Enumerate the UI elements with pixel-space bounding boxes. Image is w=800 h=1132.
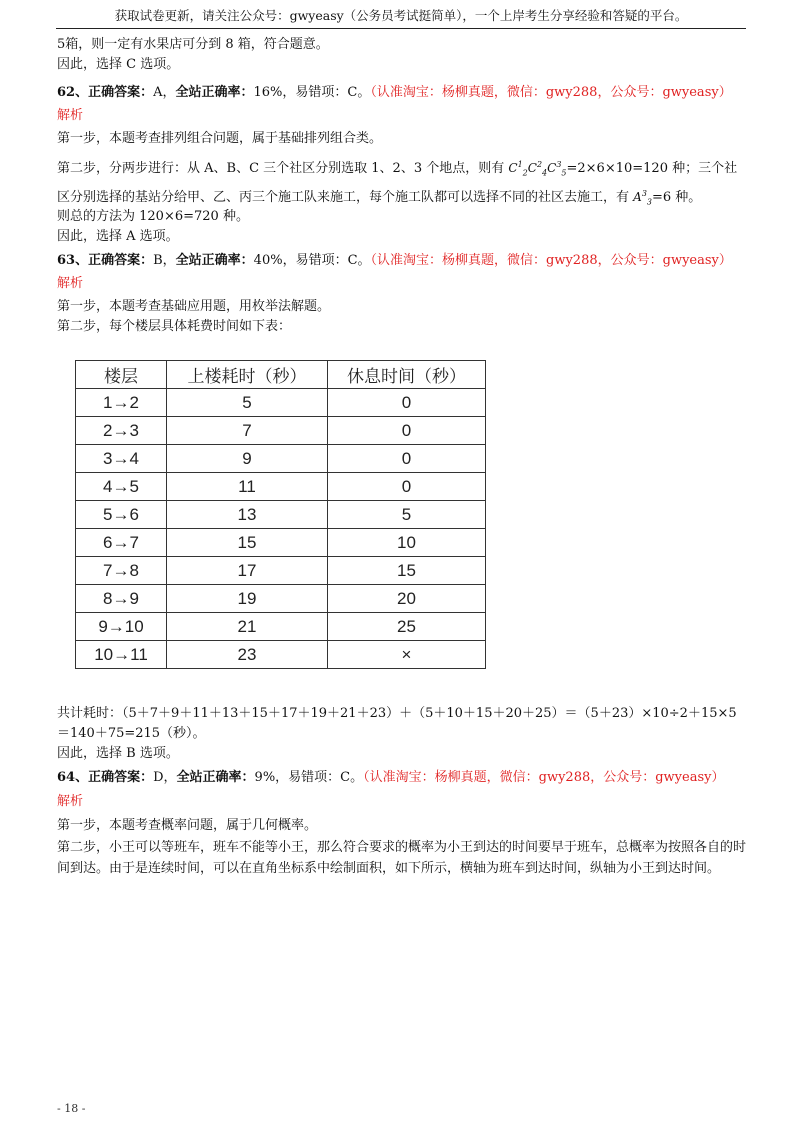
q63-rate-label: 全站正确率：: [175, 253, 254, 268]
table-cell: 5→6: [76, 501, 167, 529]
table-cell: 1→2: [76, 389, 167, 417]
combination-formula: $C^1_2C^2_4C^3_5$: [508, 160, 567, 178]
table-cell: 15: [167, 529, 328, 557]
q62-step2-a: 第二步，分两步进行：从 A、B、C 三个社区分别选取 1、2、3 个地点，则有: [57, 161, 505, 176]
q64-head: 64、正确答案：: [57, 770, 154, 785]
table-cell: 15: [328, 557, 486, 585]
q63-answer-line: [57, 252, 732, 270]
table-header: 上楼耗时（秒）: [167, 361, 328, 389]
table-cell: 9→10: [76, 613, 167, 641]
table-cell: 0: [328, 389, 486, 417]
q63-jiexi: 解析: [57, 276, 84, 291]
table-row: [76, 641, 486, 669]
table-row: [76, 473, 486, 501]
table-cell: 0: [328, 445, 486, 473]
table-cell: 7→8: [76, 557, 167, 585]
q63-head: 63、正确答案：: [57, 253, 154, 268]
table-row: [76, 557, 486, 585]
q63-total2: ＝140＋75=215（秒）。: [57, 726, 206, 741]
q63-total1: 共计耗时：（5＋7＋9＋11＋13＋15＋17＋19＋21＋23）＋（5＋10＋15＋20＋25）＝（5＋23）×10÷2＋15×5: [57, 706, 737, 721]
q62-step2: [57, 154, 747, 213]
q64-step1: 第一步，本题考查概率问题，属于几何概率。: [57, 818, 318, 833]
q64-rate: 9%，易错项：C。: [254, 770, 364, 785]
q64-answer-line: [57, 769, 725, 787]
floor-time-table: [75, 360, 486, 669]
table-header-row: [76, 361, 486, 389]
table-header: 休息时间（秒）: [328, 361, 486, 389]
table-header: 楼层: [76, 361, 167, 389]
page-number: - 18 -: [57, 1102, 86, 1115]
table-cell: 5: [328, 501, 486, 529]
table-cell: 2→3: [76, 417, 167, 445]
table-cell: 17: [167, 557, 328, 585]
table-row: [76, 389, 486, 417]
q62-step2-b: =2×6×10=120 种；三个社区分别选择的基站分给甲、乙、丙三个施工队来施工，每个施工队都可以选择不同的社区去施工，有: [57, 161, 738, 206]
q64-rate-label: 全站正确率：: [176, 770, 255, 785]
table-cell: ×: [328, 641, 486, 669]
table-row: [76, 417, 486, 445]
table-cell: 25: [328, 613, 486, 641]
q62-rate-label: 全站正确率：: [175, 85, 254, 100]
q63-step1: 第一步，本题考查基础应用题，用枚举法解题。: [57, 299, 331, 314]
text-line: 5箱，则一定有水果店可分到 8 箱，符合题意。: [57, 37, 329, 52]
table-cell: 0: [328, 473, 486, 501]
table-row: [76, 613, 486, 641]
q62-rate: 16%，易错项：C。: [253, 85, 371, 100]
table-cell: 0: [328, 417, 486, 445]
q63-promo: （认准淘宝：杨柳真题，微信：gwy288，公众号：gwyeasy）: [370, 253, 732, 268]
q62-head: 62、正确答案：: [57, 85, 154, 100]
table-row: [76, 445, 486, 473]
q63-conclusion: 因此，选择 B 选项。: [57, 746, 179, 761]
table-cell: 10→11: [76, 641, 167, 669]
q62-conclusion: 因此，选择 A 选项。: [57, 229, 179, 244]
table-row: [76, 585, 486, 613]
table-cell: 21: [167, 613, 328, 641]
q62-step2-d: 则总的方法为 120×6=720 种。: [57, 209, 249, 224]
table-cell: 9: [167, 445, 328, 473]
table-cell: 5: [167, 389, 328, 417]
q64-promo: （认准淘宝：杨柳真题，微信：gwy288，公众号：gwyeasy）: [363, 770, 725, 785]
q62-step1: 第一步，本题考查排列组合问题，属于基础排列组合类。: [57, 131, 383, 146]
table-cell: 20: [328, 585, 486, 613]
table-cell: 3→4: [76, 445, 167, 473]
permutation-formula: $A^3_3$: [633, 189, 653, 207]
table-cell: 6→7: [76, 529, 167, 557]
q63-rate: 40%，易错项：C。: [253, 253, 371, 268]
table-cell: 7: [167, 417, 328, 445]
q64-step2: 第二步，小王可以等班车，班车不能等小王，那么符合要求的概率为小王到达的时间要早于班车，总概率为按照各自的时间到达。由于是连续时间，可以在直角坐标系中绘制面积，如下所示，横轴为班车到达时间，纵轴为小王到达时间。: [57, 840, 747, 876]
q63-step2: 第二步，每个楼层具体耗费时间如下表：: [57, 319, 292, 334]
q62-step2-c: =6 种。: [652, 190, 702, 206]
table-cell: 4→5: [76, 473, 167, 501]
text-line: 因此，选择 C 选项。: [57, 57, 180, 72]
page-header: 获取试卷更新，请关注公众号：gwyeasy（公务员考试挺简单），一个上岸考生分享经验和答疑的平台。: [56, 6, 746, 29]
table-cell: 11: [167, 473, 328, 501]
table-row: [76, 529, 486, 557]
q62-answer: A，: [153, 85, 176, 100]
q62-promo: （认准淘宝：杨柳真题，微信：gwy288，公众号：gwyeasy）: [370, 85, 732, 100]
table-cell: 8→9: [76, 585, 167, 613]
q64-answer: D，: [153, 770, 177, 785]
q64-jiexi: 解析: [57, 794, 84, 809]
table-cell: 19: [167, 585, 328, 613]
q63-answer: B，: [153, 253, 176, 268]
table-cell: 10: [328, 529, 486, 557]
q62-jiexi: 解析: [57, 108, 84, 123]
q62-answer-line: [57, 84, 732, 102]
table-cell: 23: [167, 641, 328, 669]
table-row: [76, 501, 486, 529]
table-cell: 13: [167, 501, 328, 529]
